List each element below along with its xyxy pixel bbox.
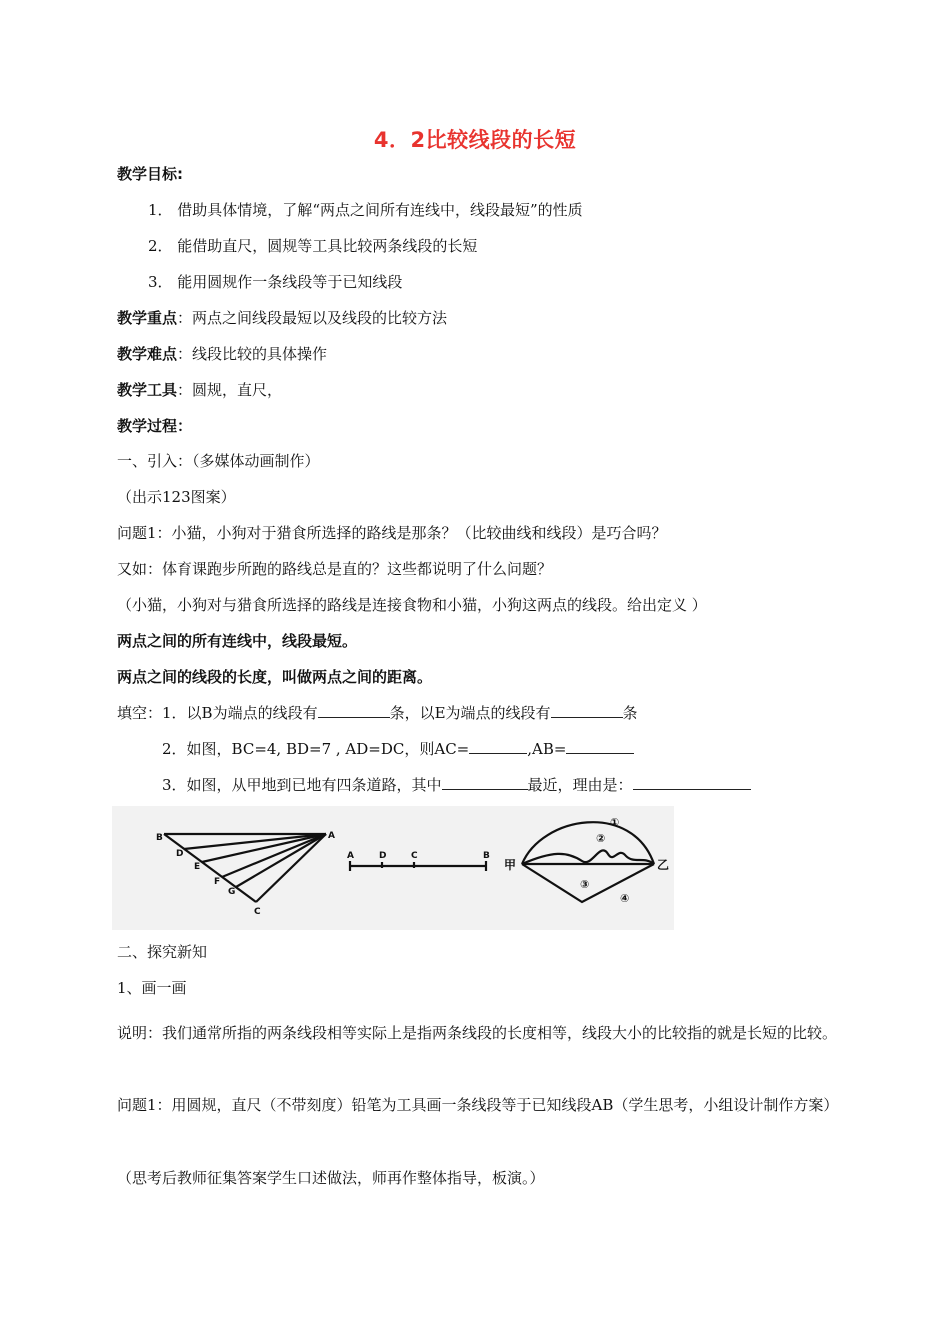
label-f: F	[214, 877, 221, 887]
fill-3-text-a: 3．如图，从甲地到已地有四条道路，其中	[162, 776, 442, 794]
objectives-label: 教学目标:	[117, 165, 183, 183]
section2-explanation: 说明：我们通常所指的两条线段相等实际上是指两条线段的长度相等，线段大小的比较指的就是长短的比较。	[117, 1024, 838, 1042]
section1-show: （出示123图案）	[117, 488, 236, 506]
section1-heading: 一、引入：（多媒体动画制作）	[117, 452, 320, 470]
fill-question-2	[162, 739, 634, 759]
place-yi: 乙	[657, 858, 670, 872]
seg-label-c: C	[411, 851, 418, 861]
label-g: G	[228, 887, 236, 897]
road-label-2: ②	[596, 832, 606, 845]
answer-blank[interactable]	[551, 703, 623, 718]
seg-label-d: D	[379, 851, 387, 861]
road-label-4: ④	[620, 892, 630, 905]
fill-2-text-a: 2．如图，BC=4, BD=7 , AD=DC，则AC=	[162, 740, 470, 758]
tools-label: 教学工具	[117, 381, 178, 399]
page-title: 4．2比较线段的长短	[373, 128, 577, 152]
fill-2-text-b: ,AB=	[527, 740, 567, 758]
label-e: E	[194, 862, 201, 872]
fill-1-text-b: 条，以E为端点的线段有	[389, 704, 551, 722]
section1-also: 又如：体育课跑步所跑的路线总是直的？这些都说明了什么问题？	[117, 560, 553, 578]
fill-1-text-c: 条	[622, 704, 638, 722]
section2-after: （思考后教师征集答案学生口述做法，师再作整体指导，板演。）	[117, 1169, 545, 1187]
geometry-figure	[112, 806, 674, 930]
label-a: A	[328, 831, 335, 841]
segment-ea	[202, 834, 326, 862]
key-point-text: ：两点之间线段最短以及线段的比较方法	[177, 309, 448, 327]
tools	[117, 380, 282, 400]
fill-3-text-b: 最近，理由是：	[527, 776, 633, 794]
difficulty-label: 教学难点	[117, 345, 178, 363]
road-label-3: ③	[580, 878, 590, 891]
section1-question1: 问题1：小猫，小狗对于猎食所选择的路线是那条？（比较曲线和线段）是巧合吗？	[117, 524, 667, 542]
objective-item: 1． 借助具体情境，了解“两点之间所有连线中，线段最短”的性质	[148, 201, 583, 219]
objective-item: 2． 能借助直尺，圆规等工具比较两条线段的长短	[148, 237, 478, 255]
fill-question-1	[117, 703, 638, 723]
triangle-fan-diagram	[164, 834, 326, 902]
answer-blank[interactable]	[566, 739, 634, 754]
road-label-1: ①	[610, 816, 620, 829]
figure-svg	[112, 806, 674, 930]
label-d: D	[176, 849, 184, 859]
answer-blank[interactable]	[442, 775, 528, 790]
definition-shortest: 两点之间的所有连线中，线段最短。	[117, 632, 358, 650]
objective-item: 3． 能用圆规作一条线段等于已知线段	[148, 273, 403, 291]
section2-question1: 问题1：用圆规，直尺（不带刻度）铅笔为工具画一条线段等于已知线段AB（学生思考，小组设计制作方案）	[117, 1096, 839, 1114]
road-2	[522, 850, 654, 864]
label-c: C	[254, 907, 261, 917]
seg-label-b: B	[483, 851, 490, 861]
definition-distance: 两点之间的线段的长度，叫做两点之间的距离。	[117, 668, 433, 686]
label-b: B	[156, 833, 163, 843]
fill-question-3	[162, 775, 751, 795]
key-point	[117, 308, 447, 328]
process-label: 教学过程：	[117, 417, 193, 435]
answer-blank[interactable]	[318, 703, 390, 718]
difficulty-text: ：线段比较的具体操作	[177, 345, 328, 363]
difficulty	[117, 344, 327, 364]
answer-blank[interactable]	[469, 739, 527, 754]
seg-label-a: A	[347, 851, 354, 861]
key-point-label: 教学重点	[117, 309, 178, 327]
segment-diagram	[350, 861, 486, 871]
answer-blank[interactable]	[633, 775, 751, 790]
tools-text: ：圆规，直尺，	[177, 381, 283, 399]
section1-note: （小猫，小狗对与猎食所选择的路线是连接食物和小猫，小狗这两点的线段。给出定义 ）	[117, 596, 707, 614]
fill-1-text-a: 填空：1．以B为端点的线段有	[117, 704, 318, 722]
section2-heading: 二、探究新知	[117, 943, 208, 961]
section2-subheading: 1、画一画	[117, 979, 187, 997]
place-jia: 甲	[504, 858, 517, 872]
